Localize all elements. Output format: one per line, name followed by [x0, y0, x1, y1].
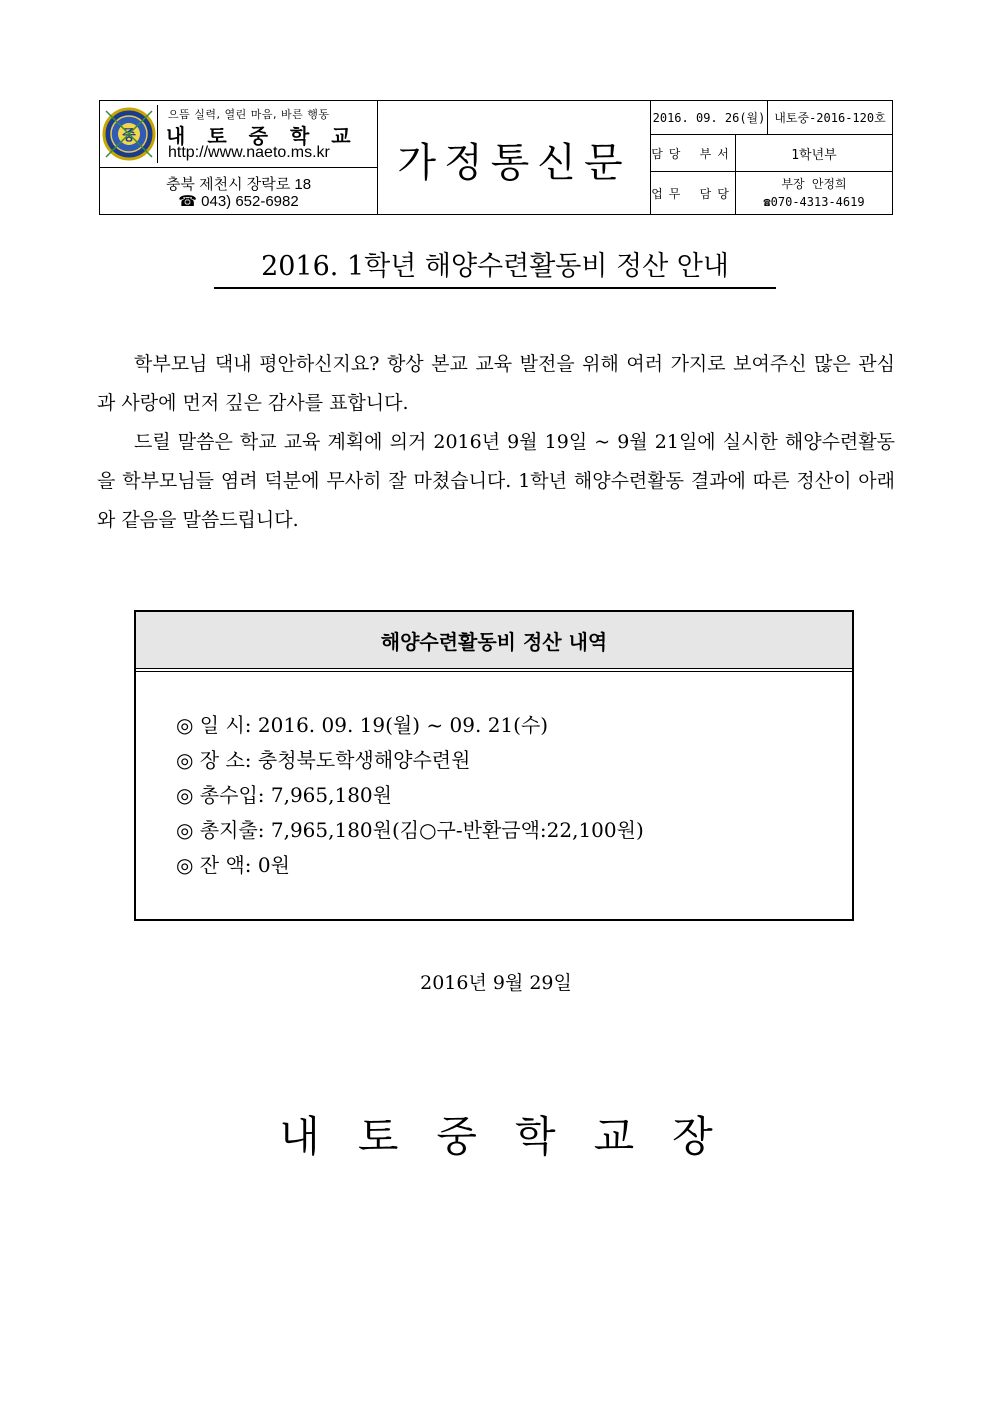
staff-phone: ☎070-4313-4619: [763, 195, 865, 209]
school-motto: 으뜸 실력, 열린 마음, 바른 행동: [168, 108, 330, 121]
school-address: 충북 제천시 장락로 18: [165, 176, 312, 193]
dept-value: 1학년부: [736, 135, 892, 172]
settlement-box: [134, 610, 854, 921]
school-url-link[interactable]: http://www.naeto.ms.kr: [168, 144, 330, 161]
header-table: [99, 100, 893, 215]
paragraph-1-text: 학부모님 댁내 평안하신지요? 항상 본교 교육 발전을 위해 여러 가지로 보여주신 많은 관심과 사랑에 먼저 깊은 감사를 표합니다.: [97, 353, 895, 414]
principal-signature: 내토중학교장: [279, 1112, 751, 1161]
dept-label: 담당 부서: [651, 135, 736, 172]
staff-info: [736, 172, 892, 214]
paragraph-2-text: 드릴 말씀은 학교 교육 계획에 의거 2016년 9월 19일 ~ 9월 21일에 실시한 해양수련활동을 학부모님들 염려 덕분에 무사히 잘 마쳤습니다. 1학년 해양수련활동 결과에 따른 정산이 아래와 같음을 말씀드립니다.: [97, 431, 895, 531]
doc-type-cell: [378, 101, 651, 214]
staff-name: 부장 안정희: [781, 177, 847, 191]
settlement-item-expense: ◎ 총지출: 7,965,180원(김○구-반환금액:22,100원): [176, 818, 644, 842]
school-emblem-icon: [102, 105, 158, 163]
settlement-item-place: ◎ 장 소: 충청북도학생해양수련원: [176, 748, 471, 772]
page-title: 2016. 1학년 해양수련활동비 정산 안내: [214, 244, 776, 289]
svg-text:중: 중: [122, 128, 136, 144]
doc-number: 내토중-2016-120호: [768, 101, 892, 135]
settlement-item-income: ◎ 총수입: 7,965,180원: [176, 783, 392, 807]
body-paragraph-2: [97, 423, 895, 540]
issue-date: 2016년 9월 29일: [420, 972, 572, 994]
staff-label: 업무 담당: [651, 172, 736, 214]
school-address-block: [100, 168, 378, 214]
settlement-item-date: ◎ 일 시: 2016. 09. 19(월) ~ 09. 21(수): [176, 713, 549, 737]
doc-date: 2016. 09. 26(월): [651, 101, 768, 135]
settlement-list: [176, 708, 644, 883]
settlement-heading: 해양수련활동비 정산 내역: [136, 612, 852, 669]
settlement-divider: [136, 671, 852, 672]
doc-type: 가정통신문: [397, 140, 631, 186]
school-phone: ☎ 043) 652-6982: [178, 193, 299, 210]
settlement-item-balance: ◎ 잔 액: 0원: [176, 853, 290, 877]
body-paragraph-1: [97, 345, 895, 423]
school-logo-block: [100, 101, 378, 168]
school-name: 내토중학교: [166, 124, 373, 148]
